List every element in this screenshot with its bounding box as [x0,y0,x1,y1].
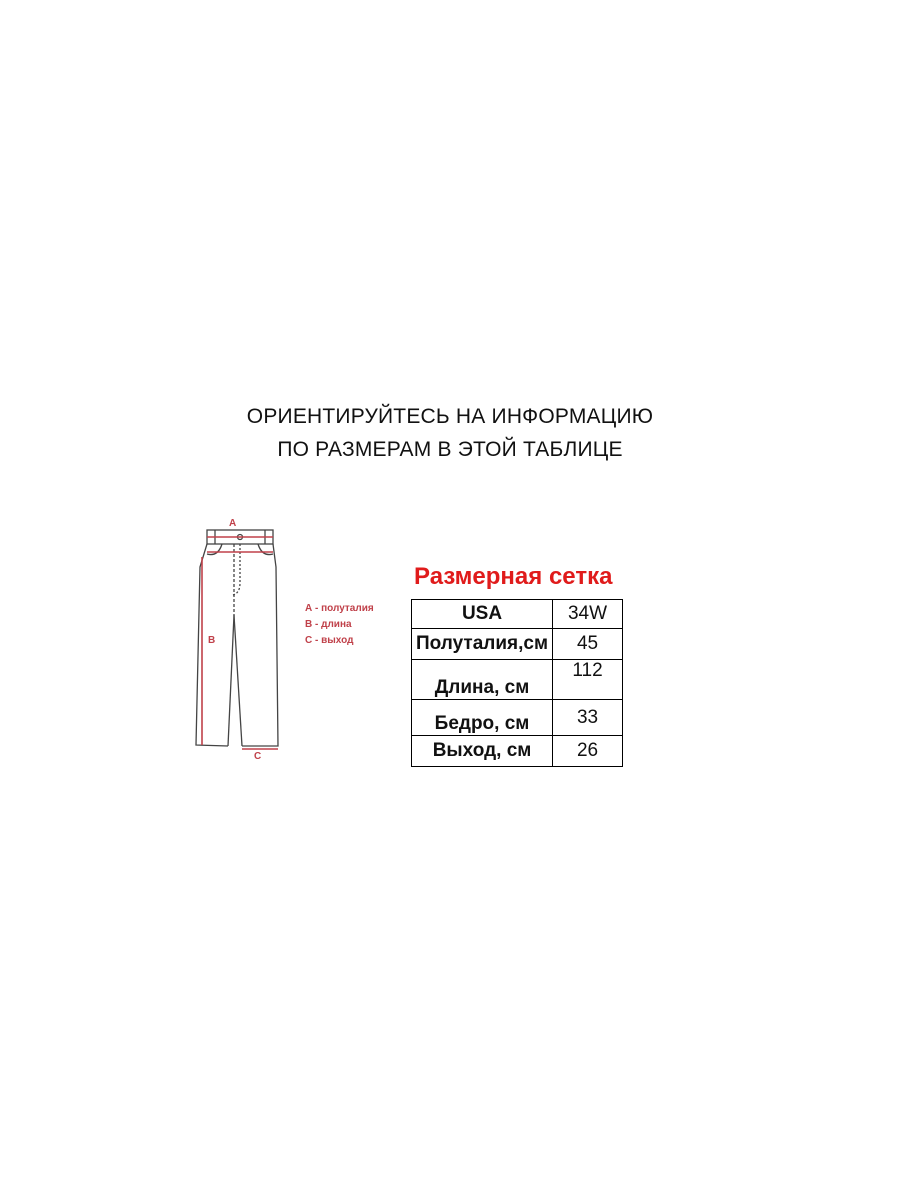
legend-item-b: В - длина [305,619,352,630]
row-value: 112 [553,660,623,700]
page-heading [0,400,900,466]
marker-c: C [254,751,262,762]
marker-b: B [208,635,216,646]
row-value: 45 [553,629,623,660]
trousers-diagram [170,505,315,775]
legend-item-c: С - выход [305,635,354,646]
table-row [412,736,623,767]
table-row [412,700,623,736]
marker-a: A [229,518,237,529]
row-value: 26 [553,736,623,767]
row-label: Выход, см [412,736,553,767]
heading-line-1: ОРИЕНТИРУЙТЕСЬ НА ИНФОРМАЦИЮ [246,405,654,428]
table-row [412,660,623,700]
row-label: Бедро, см [412,700,553,736]
size-chart-table [411,599,623,767]
legend-item-a: А - полуталия [305,603,374,614]
row-label: Полуталия,см [412,629,553,660]
size-chart-title: Размерная сетка [414,563,613,590]
row-value: 34W [553,600,623,629]
row-label: Длина, см [412,660,553,700]
table-row [412,629,623,660]
row-value: 33 [553,700,623,736]
heading-line-2: ПО РАЗМЕРАМ В ЭТОЙ ТАБЛИЦЕ [277,438,623,461]
table-row [412,600,623,629]
measurement-legend [305,601,374,649]
row-label: USA [412,600,553,629]
